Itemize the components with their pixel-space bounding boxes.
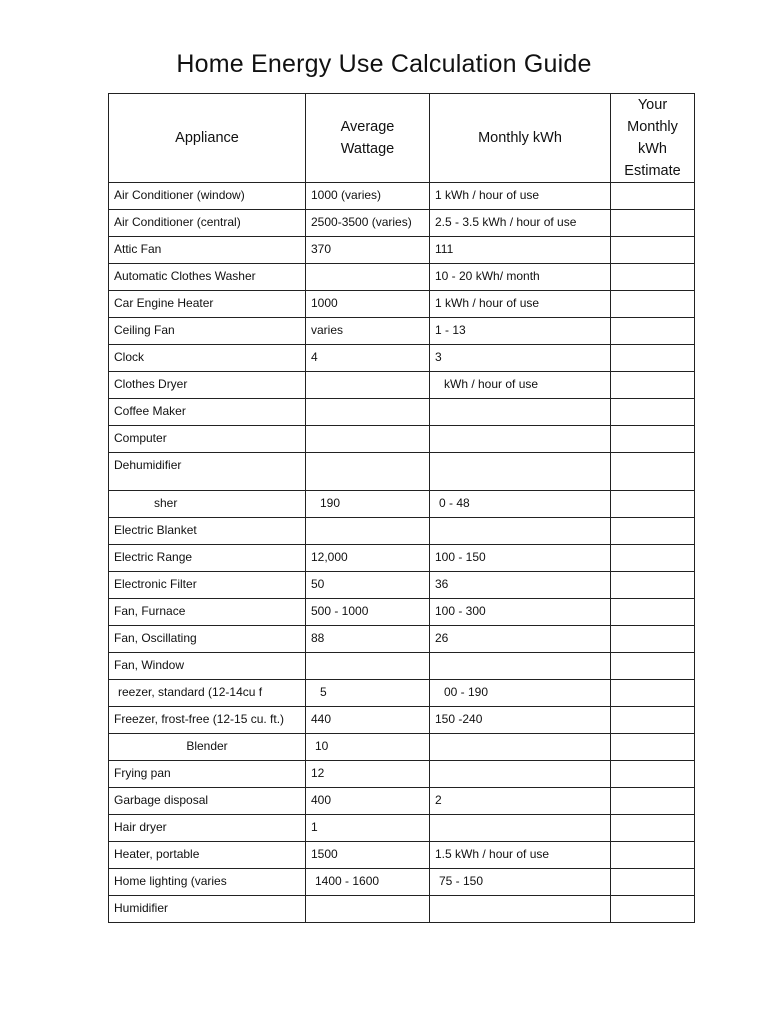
appliance-cell: Electric Range (109, 545, 306, 572)
table-row (109, 896, 695, 923)
wattage-cell: 88 (306, 626, 430, 653)
monthly-kwh-cell: 00 - 190 (430, 680, 611, 707)
estimate-cell[interactable] (611, 491, 695, 518)
monthly-kwh-cell (430, 399, 611, 426)
table-row (109, 518, 695, 545)
monthly-kwh-cell (430, 518, 611, 545)
monthly-kwh-cell (430, 761, 611, 788)
wattage-cell (306, 372, 430, 399)
estimate-cell[interactable] (611, 345, 695, 372)
monthly-kwh-cell (430, 453, 611, 491)
wattage-cell: 12 (306, 761, 430, 788)
table-row (109, 399, 695, 426)
appliance-cell: Hair dryer (109, 815, 306, 842)
monthly-kwh-cell: 2.5 - 3.5 kWh / hour of use (430, 210, 611, 237)
wattage-cell: 4 (306, 345, 430, 372)
estimate-cell[interactable] (611, 318, 695, 345)
wattage-cell: 10 (306, 734, 430, 761)
appliance-cell: Electronic Filter (109, 572, 306, 599)
wattage-cell: 1500 (306, 842, 430, 869)
table-row (109, 345, 695, 372)
monthly-kwh-cell: 100 - 150 (430, 545, 611, 572)
estimate-cell[interactable] (611, 761, 695, 788)
estimate-cell[interactable] (611, 545, 695, 572)
table-row (109, 453, 695, 491)
table-row (109, 210, 695, 237)
monthly-kwh-cell: 150 -240 (430, 707, 611, 734)
estimate-cell[interactable] (611, 896, 695, 923)
wattage-cell: 50 (306, 572, 430, 599)
wattage-cell: 1 (306, 815, 430, 842)
estimate-cell[interactable] (611, 210, 695, 237)
estimate-cell[interactable] (611, 734, 695, 761)
estimate-cell[interactable] (611, 237, 695, 264)
wattage-cell (306, 426, 430, 453)
wattage-cell (306, 453, 430, 491)
table-row (109, 734, 695, 761)
table-row (109, 426, 695, 453)
table-row (109, 842, 695, 869)
monthly-kwh-cell: 1 kWh / hour of use (430, 183, 611, 210)
wattage-cell (306, 518, 430, 545)
appliance-cell: Garbage disposal (109, 788, 306, 815)
monthly-kwh-cell (430, 896, 611, 923)
estimate-cell[interactable] (611, 572, 695, 599)
table-row (109, 680, 695, 707)
table-row (109, 264, 695, 291)
table-row (109, 869, 695, 896)
appliance-cell: Frying pan (109, 761, 306, 788)
appliance-cell: Air Conditioner (window) (109, 183, 306, 210)
estimate-cell[interactable] (611, 680, 695, 707)
table-row (109, 626, 695, 653)
wattage-cell: 5 (306, 680, 430, 707)
wattage-cell: varies (306, 318, 430, 345)
wattage-cell: 500 - 1000 (306, 599, 430, 626)
wattage-cell: 1400 - 1600 (306, 869, 430, 896)
page-title: Home Energy Use Calculation Guide (176, 50, 592, 78)
appliance-cell: Coffee Maker (109, 399, 306, 426)
table-row (109, 815, 695, 842)
estimate-cell[interactable] (611, 372, 695, 399)
wattage-cell: 2500-3500 (varies) (306, 210, 430, 237)
monthly-kwh-cell: 75 - 150 (430, 869, 611, 896)
monthly-kwh-cell: 1.5 kWh / hour of use (430, 842, 611, 869)
monthly-kwh-cell: 10 - 20 kWh/ month (430, 264, 611, 291)
table-row (109, 318, 695, 345)
wattage-cell: 440 (306, 707, 430, 734)
appliance-cell: Ceiling Fan (109, 318, 306, 345)
monthly-kwh-cell: 26 (430, 626, 611, 653)
appliance-cell: Clothes Dryer (109, 372, 306, 399)
appliance-cell: reezer, standard (12-14cu f (109, 680, 306, 707)
monthly-kwh-cell: 1 kWh / hour of use (430, 291, 611, 318)
estimate-cell[interactable] (611, 653, 695, 680)
wattage-cell: 1000 (306, 291, 430, 318)
monthly-kwh-cell: 111 (430, 237, 611, 264)
wattage-cell (306, 264, 430, 291)
estimate-cell[interactable] (611, 518, 695, 545)
estimate-cell[interactable] (611, 291, 695, 318)
wattage-cell: 400 (306, 788, 430, 815)
appliance-cell: Home lighting (varies (109, 869, 306, 896)
monthly-kwh-cell (430, 426, 611, 453)
appliance-cell: Fan, Window (109, 653, 306, 680)
table-row (109, 572, 695, 599)
estimate-cell[interactable] (611, 815, 695, 842)
appliance-cell: Blender (109, 734, 306, 761)
estimate-cell[interactable] (611, 183, 695, 210)
table-row (109, 183, 695, 210)
header-appliance: Appliance (109, 94, 306, 183)
table-row (109, 788, 695, 815)
monthly-kwh-cell: 1 - 13 (430, 318, 611, 345)
wattage-cell: 190 (306, 491, 430, 518)
estimate-cell[interactable] (611, 426, 695, 453)
appliance-cell: Freezer, frost-free (12-15 cu. ft.) (109, 707, 306, 734)
wattage-cell: 370 (306, 237, 430, 264)
appliance-cell: Electric Blanket (109, 518, 306, 545)
monthly-kwh-cell: 100 - 300 (430, 599, 611, 626)
energy-use-table (108, 93, 695, 923)
wattage-cell: 12,000 (306, 545, 430, 572)
estimate-cell[interactable] (611, 788, 695, 815)
appliance-cell: Clock (109, 345, 306, 372)
appliance-cell: Heater, portable (109, 842, 306, 869)
table-row (109, 372, 695, 399)
table-row (109, 653, 695, 680)
appliance-cell: Dehumidifier (109, 453, 306, 491)
estimate-cell[interactable] (611, 264, 695, 291)
appliance-cell: Attic Fan (109, 237, 306, 264)
monthly-kwh-cell (430, 815, 611, 842)
appliance-cell: sher (109, 491, 306, 518)
appliance-cell: Air Conditioner (central) (109, 210, 306, 237)
appliance-cell: Fan, Oscillating (109, 626, 306, 653)
estimate-cell[interactable] (611, 707, 695, 734)
estimate-cell[interactable] (611, 399, 695, 426)
header-your-estimate: Your Monthly kWh Estimate (611, 94, 695, 183)
wattage-cell (306, 653, 430, 680)
appliance-cell: Computer (109, 426, 306, 453)
appliance-cell: Fan, Furnace (109, 599, 306, 626)
table-row (109, 491, 695, 518)
monthly-kwh-cell: 36 (430, 572, 611, 599)
table-row (109, 761, 695, 788)
wattage-cell: 1000 (varies) (306, 183, 430, 210)
monthly-kwh-cell: kWh / hour of use (430, 372, 611, 399)
wattage-cell (306, 896, 430, 923)
appliance-cell: Automatic Clothes Washer (109, 264, 306, 291)
estimate-cell[interactable] (611, 842, 695, 869)
monthly-kwh-cell (430, 734, 611, 761)
table-row (109, 599, 695, 626)
table-row (109, 707, 695, 734)
appliance-cell: Car Engine Heater (109, 291, 306, 318)
table-row (109, 291, 695, 318)
monthly-kwh-cell: 2 (430, 788, 611, 815)
table-row (109, 237, 695, 264)
table-row (109, 545, 695, 572)
wattage-cell (306, 399, 430, 426)
monthly-kwh-cell: 3 (430, 345, 611, 372)
table-header-row (109, 94, 695, 183)
header-monthly-kwh: Monthly kWh (430, 94, 611, 183)
header-average-wattage: Average Wattage (306, 94, 430, 183)
appliance-cell: Humidifier (109, 896, 306, 923)
estimate-cell[interactable] (611, 626, 695, 653)
estimate-cell[interactable] (611, 599, 695, 626)
estimate-cell[interactable] (611, 869, 695, 896)
monthly-kwh-cell (430, 653, 611, 680)
monthly-kwh-cell: 0 - 48 (430, 491, 611, 518)
estimate-cell[interactable] (611, 453, 695, 491)
